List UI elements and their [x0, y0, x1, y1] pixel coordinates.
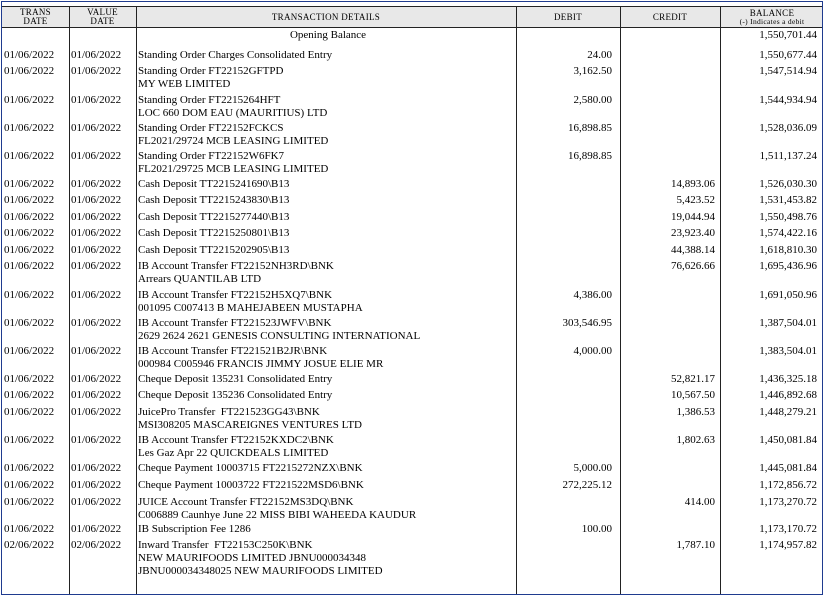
trans-date-cell: 01/06/2022: [4, 496, 55, 508]
details-line: Standing Order FT22152W6FK7: [138, 150, 285, 162]
header-credit: [620, 6, 720, 28]
debit-cell: 4,000.00: [573, 345, 612, 357]
trans-date-cell: 01/06/2022: [4, 373, 55, 385]
details-line: Cash Deposit TT2215241690\B13: [138, 178, 290, 190]
balance-cell: 1,436,325.18: [759, 373, 817, 385]
value-date-cell: 01/06/2022: [71, 496, 122, 508]
debit-cell: 100.00: [581, 523, 612, 535]
details-cell: [138, 122, 328, 148]
debit-cell: 16,898.85: [568, 122, 612, 134]
details-line: Les Gaz Apr 22 QUICKDEALS LIMITED: [138, 447, 329, 459]
trans-date-cell: 01/06/2022: [4, 211, 55, 223]
header-trans-date-line2: DATE: [23, 16, 48, 26]
header-details: [136, 6, 516, 28]
details-cell: [138, 211, 289, 224]
value-date-cell: 01/06/2022: [71, 345, 122, 357]
details-line: Cash Deposit TT2215243830\B13: [138, 194, 290, 206]
header-trans-date: [2, 6, 69, 28]
trans-date-cell: 01/06/2022: [4, 194, 55, 206]
value-date-cell: 02/06/2022: [71, 539, 122, 551]
balance-cell: 1,618,810.30: [759, 244, 817, 256]
details-line: 001095 C007413 B MAHEJABEEN MUSTAPHA: [138, 302, 363, 314]
header-value-date-line2: DATE: [90, 16, 115, 26]
balance-cell: 1,511,137.24: [759, 150, 817, 162]
debit-cell: 2,580.00: [573, 94, 612, 106]
debit-cell: 16,898.85: [568, 150, 612, 162]
header-value-date: [69, 6, 136, 28]
balance-cell: 1,446,892.68: [759, 389, 817, 401]
credit-cell: 76,626.66: [671, 260, 715, 272]
value-date-cell: 01/06/2022: [71, 523, 122, 535]
trans-date-cell: 01/06/2022: [4, 345, 55, 357]
value-date-cell: 01/06/2022: [71, 406, 122, 418]
details-line: 000984 C005946 FRANCIS JIMMY JOSUE ELIE MR: [138, 358, 384, 370]
trans-date-cell: 01/06/2022: [4, 122, 55, 134]
balance-cell: 1,445,081.84: [759, 462, 817, 474]
details-line: Cash Deposit TT2215277440\B13: [138, 211, 290, 223]
details-cell: [138, 150, 328, 176]
header-debit: [516, 6, 620, 28]
value-date-cell: 01/06/2022: [71, 389, 122, 401]
trans-date-cell: 01/06/2022: [4, 389, 55, 401]
details-cell: [138, 345, 383, 371]
details-line: JBNU000034348025 NEW MAURIFOODS LIMITED: [138, 565, 383, 577]
details-cell: [138, 434, 334, 460]
details-line: C006889 Caunhye June 22 MISS BIBI WAHEEDA KAUDUR: [138, 509, 417, 521]
trans-date-cell: 01/06/2022: [4, 462, 55, 474]
debit-cell: 4,386.00: [573, 289, 612, 301]
credit-cell: 1,787.10: [676, 539, 715, 551]
credit-cell: 1,386.53: [676, 406, 715, 418]
credit-cell: 23,923.40: [671, 227, 715, 239]
value-date-cell: 01/06/2022: [71, 462, 122, 474]
details-cell: [138, 479, 364, 492]
statement-frame: [1, 1, 823, 595]
details-line: Cash Deposit TT2215202905\B13: [138, 244, 290, 256]
details-cell: [138, 49, 332, 62]
details-line: LOC 660 DOM EAU (MAURITIUS) LTD: [138, 107, 328, 119]
balance-cell: 1,526,030.30: [759, 178, 817, 190]
details-line: IB Account Transfer FT22152H5XQ7\BNK: [138, 289, 333, 301]
value-date-cell: 01/06/2022: [71, 65, 122, 77]
value-date-cell: 01/06/2022: [71, 479, 122, 491]
header-balance-note: (-) Indicates a debit: [739, 16, 805, 26]
trans-date-cell: 01/06/2022: [4, 260, 55, 272]
column-divider: [136, 6, 137, 595]
balance-cell: 1,450,081.84: [759, 434, 817, 446]
debit-cell: 24.00: [587, 49, 612, 61]
credit-cell: 44,388.14: [671, 244, 715, 256]
credit-cell: 19,044.94: [671, 211, 715, 223]
details-line: Cheque Payment 10003715 FT2215272NZX\BNK: [138, 462, 363, 474]
trans-date-cell: 01/06/2022: [4, 227, 55, 239]
balance-cell: 1,550,498.76: [759, 211, 817, 223]
details-cell: [138, 523, 251, 536]
details-line: Standing Order Charges Consolidated Entry: [138, 49, 333, 61]
trans-date-cell: 01/06/2022: [4, 406, 55, 418]
details-cell: [138, 94, 327, 120]
trans-date-cell: 01/06/2022: [4, 317, 55, 329]
value-date-cell: 01/06/2022: [71, 150, 122, 162]
details-cell: [138, 496, 416, 522]
details-cell: [138, 244, 289, 257]
debit-cell: 272,225.12: [562, 479, 612, 491]
details-line: IB Account Transfer FT22152KXDC2\BNK: [138, 434, 334, 446]
details-line: IB Account Transfer FT22152NH3RD\BNK: [138, 260, 334, 272]
column-divider: [516, 6, 517, 595]
balance-cell: 1,547,514.94: [759, 65, 817, 77]
details-cell: [138, 539, 383, 578]
details-line: IB Subscription Fee 1286: [138, 523, 251, 535]
details-cell: [138, 462, 363, 475]
balance-cell: 1,172,856.72: [759, 479, 817, 491]
trans-date-cell: 01/06/2022: [4, 49, 55, 61]
header-value-date-line1: VALUE: [87, 7, 118, 17]
details-line: JuicePro Transfer FT221523GG43\BNK: [138, 406, 320, 418]
value-date-cell: 01/06/2022: [71, 244, 122, 256]
balance-cell: 1,531,453.82: [759, 194, 817, 206]
trans-date-cell: 01/06/2022: [4, 523, 55, 535]
value-date-cell: 01/06/2022: [71, 211, 122, 223]
column-divider: [620, 6, 621, 595]
value-date-cell: 01/06/2022: [71, 194, 122, 206]
trans-date-cell: 01/06/2022: [4, 434, 55, 446]
details-line: Inward Transfer FT22153C250K\BNK: [138, 539, 313, 551]
trans-date-cell: 02/06/2022: [4, 539, 55, 551]
details-line: JUICE Account Transfer FT22152MS3DQ\BNK: [138, 496, 354, 508]
details-cell: [138, 227, 289, 240]
debit-cell: 5,000.00: [573, 462, 612, 474]
credit-cell: 1,802.63: [676, 434, 715, 446]
details-cell: [138, 65, 283, 91]
balance-cell: 1,550,677.44: [759, 49, 817, 61]
details-line: Cheque Payment 10003722 FT221522MSD6\BNK: [138, 479, 364, 491]
value-date-cell: 01/06/2022: [71, 434, 122, 446]
value-date-cell: 01/06/2022: [71, 289, 122, 301]
details-line: FL2021/29725 MCB LEASING LIMITED: [138, 163, 329, 175]
credit-cell: 10,567.50: [671, 389, 715, 401]
details-line: Cheque Deposit 135231 Consolidated Entry: [138, 373, 333, 385]
details-line: Standing Order FT22152FCKCS: [138, 122, 284, 134]
value-date-cell: 01/06/2022: [71, 94, 122, 106]
details-line: MY WEB LIMITED: [138, 78, 231, 90]
details-cell: [138, 178, 289, 191]
details-line: Cheque Deposit 135236 Consolidated Entry: [138, 389, 333, 401]
value-date-cell: 01/06/2022: [71, 317, 122, 329]
details-line: IB Account Transfer FT221521B2JR\BNK: [138, 345, 328, 357]
value-date-cell: 01/06/2022: [71, 227, 122, 239]
opening-balance-label: Opening Balance: [289, 29, 367, 41]
trans-date-cell: 01/06/2022: [4, 289, 55, 301]
credit-cell: 52,821.17: [671, 373, 715, 385]
value-date-cell: 01/06/2022: [71, 122, 122, 134]
debit-cell: 303,546.95: [562, 317, 612, 329]
column-divider: [720, 6, 721, 595]
balance-cell: 1,528,036.09: [759, 122, 817, 134]
trans-date-cell: 01/06/2022: [4, 94, 55, 106]
details-cell: [138, 389, 332, 402]
details-cell: [138, 373, 332, 386]
header-balance: [720, 6, 823, 28]
credit-cell: 414.00: [684, 496, 715, 508]
details-line: Arrears QUANTILAB LTD: [138, 273, 262, 285]
credit-cell: 5,423.52: [676, 194, 715, 206]
details-line: Standing Order FT2215264HFT: [138, 94, 281, 106]
details-cell: [138, 194, 289, 207]
balance-cell: 1,383,504.01: [759, 345, 817, 357]
header-debit-label: DEBIT: [554, 11, 582, 22]
balance-cell: 1,695,436.96: [759, 260, 817, 272]
details-line: MSI308205 MASCAREIGNES VENTURES LTD: [138, 419, 362, 431]
balance-cell: 1,544,934.94: [759, 94, 817, 106]
value-date-cell: 01/06/2022: [71, 260, 122, 272]
header-balance-label: BALANCE: [749, 7, 795, 18]
value-date-cell: 01/06/2022: [71, 178, 122, 190]
details-cell: [138, 289, 363, 315]
details-line: Standing Order FT22152GFTPD: [138, 65, 284, 77]
balance-cell: 1,448,279.21: [759, 406, 817, 418]
header-credit-label: CREDIT: [652, 11, 688, 22]
trans-date-cell: 01/06/2022: [4, 244, 55, 256]
header-trans-date-line1: TRANS: [19, 7, 51, 17]
trans-date-cell: 01/06/2022: [4, 479, 55, 491]
balance-cell: 1,691,050.96: [759, 289, 817, 301]
balance-cell: 1,387,504.01: [759, 317, 817, 329]
trans-date-cell: 01/06/2022: [4, 150, 55, 162]
value-date-cell: 01/06/2022: [71, 49, 122, 61]
trans-date-cell: 01/06/2022: [4, 178, 55, 190]
details-line: IB Account Transfer FT221523JWFV\BNK: [138, 317, 332, 329]
balance-cell: 1,174,957.82: [759, 539, 817, 551]
transaction-table: [2, 2, 823, 595]
trans-date-cell: 01/06/2022: [4, 65, 55, 77]
opening-balance-value: 1,550,701.44: [759, 29, 817, 41]
balance-cell: 1,173,170.72: [759, 523, 817, 535]
balance-cell: 1,173,270.72: [759, 496, 817, 508]
column-divider: [69, 6, 70, 595]
details-line: FL2021/29724 MCB LEASING LIMITED: [138, 135, 329, 147]
value-date-cell: 01/06/2022: [71, 373, 122, 385]
balance-cell: 1,574,422.16: [759, 227, 817, 239]
details-line: NEW MAURIFOODS LIMITED JBNU000034348: [138, 552, 367, 564]
details-cell: [138, 406, 362, 432]
debit-cell: 3,162.50: [573, 65, 612, 77]
details-cell: [138, 260, 334, 286]
details-cell: [138, 317, 420, 343]
details-line: Cash Deposit TT2215250801\B13: [138, 227, 290, 239]
details-line: 2629 2624 2621 GENESIS CONSULTING INTERNATIONAL: [138, 330, 421, 342]
header-details-label: TRANSACTION DETAILS: [271, 11, 381, 22]
credit-cell: 14,893.06: [671, 178, 715, 190]
